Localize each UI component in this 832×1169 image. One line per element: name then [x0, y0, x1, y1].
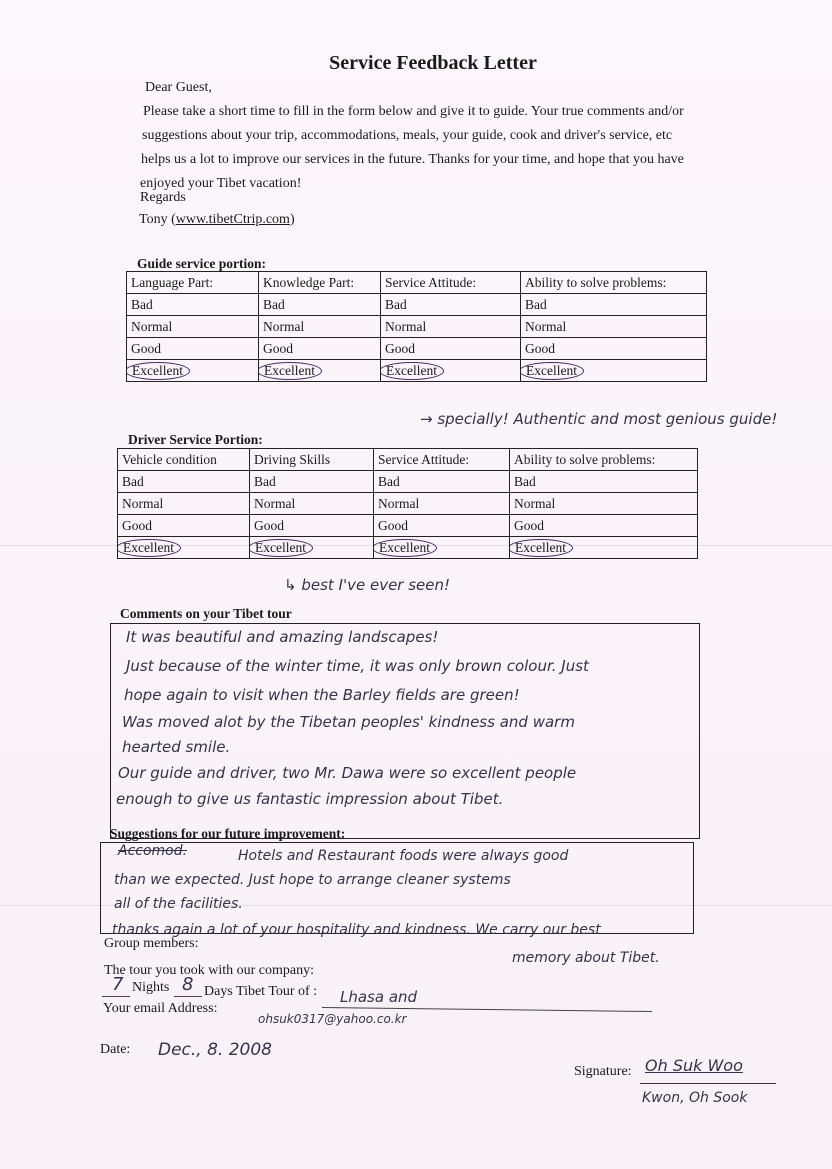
driver-rating-cell[interactable] [118, 515, 250, 537]
driver-header-cell: Driving Skills [250, 449, 374, 471]
driver-rating-cell[interactable] [510, 493, 698, 515]
guide-header-cell: Ability to solve problems: [521, 272, 707, 294]
guide-rating-cell[interactable] [127, 316, 259, 338]
guide-rating-row [127, 316, 707, 338]
suggestions-handwritten-line: all of the facilities. [114, 896, 243, 912]
guide-header-row [127, 272, 707, 294]
driver-rating-option: Normal [122, 495, 164, 511]
driver-rating-row [118, 471, 698, 493]
driver-rating-cell[interactable] [374, 493, 510, 515]
group-members-label: Group members: [104, 936, 199, 951]
driver-rating-option: Bad [514, 473, 536, 489]
driver-rating-cell[interactable] [374, 515, 510, 537]
guide-rating-cell[interactable] [521, 316, 707, 338]
guide-rating-cell[interactable] [127, 338, 259, 360]
driver-rating-option: Excellent [510, 539, 573, 557]
email-value[interactable]: ohsuk0317@yahoo.co.kr [258, 1012, 407, 1026]
driver-rating-option: Bad [254, 473, 276, 489]
page-title: Service Feedback Letter [329, 52, 537, 74]
driver-rating-cell[interactable] [250, 493, 374, 515]
signature-value[interactable]: Oh Suk Woo [645, 1056, 743, 1075]
suggestions-struck-word: Accomod. [118, 843, 188, 859]
guide-rating-option: Good [525, 340, 555, 356]
guide-rating-option: Excellent [381, 362, 444, 380]
driver-rating-option: Good [254, 517, 284, 533]
guide-rating-option: Normal [525, 318, 567, 334]
comments-handwritten-line: Just because of the winter time, it was only brown colour. Just [126, 657, 589, 675]
signature-label: Signature: [574, 1064, 632, 1079]
driver-header-row [118, 449, 698, 471]
sender-name: Tony ( [139, 212, 176, 227]
driver-rating-cell[interactable] [250, 537, 374, 559]
driver-rating-cell[interactable] [118, 471, 250, 493]
greeting: Dear Guest, [145, 80, 212, 95]
guide-rating-option: Bad [131, 296, 153, 312]
guide-rating-cell[interactable] [259, 294, 381, 316]
guide-rating-cell[interactable] [381, 360, 521, 382]
driver-rating-cell[interactable] [510, 471, 698, 493]
signature-underline [640, 1083, 776, 1084]
nights-underline [102, 996, 130, 997]
comments-handwritten-line: enough to give us fantastic impression about Tibet. [116, 790, 504, 808]
comments-handwritten-line: hearted smile. [122, 738, 231, 756]
sender-close: ) [289, 212, 295, 227]
driver-service-table [117, 448, 698, 559]
driver-header-cell: Vehicle condition [118, 449, 250, 471]
driver-rating-row [118, 537, 698, 559]
comments-handwritten-line: Was moved alot by the Tibetan peoples' kindness and warm [122, 713, 575, 731]
driver-handwritten-note: ↳ best I've ever seen! [284, 576, 451, 594]
guide-rating-option: Good [385, 340, 415, 356]
driver-rating-option: Normal [514, 495, 556, 511]
guide-rating-cell[interactable] [259, 316, 381, 338]
driver-rating-option: Good [378, 517, 408, 533]
driver-rating-option: Bad [122, 473, 144, 489]
guide-rating-cell[interactable] [127, 294, 259, 316]
guide-header-cell: Language Part: [127, 272, 259, 294]
comments-section-title: Comments on your Tibet tour [120, 606, 292, 621]
driver-rating-option: Excellent [374, 539, 437, 557]
signature-printed-name: Kwon, Oh Sook [642, 1090, 748, 1106]
driver-rating-cell[interactable] [510, 515, 698, 537]
driver-header-cell: Service Attitude: [374, 449, 510, 471]
comments-handwritten-line: Our guide and driver, two Mr. Dawa were so excellent people [118, 764, 577, 782]
guide-header-cell: Service Attitude: [381, 272, 521, 294]
sender-link[interactable]: www.tibetCtrip.com [175, 212, 290, 227]
driver-rating-row [118, 515, 698, 537]
driver-rating-cell[interactable] [118, 537, 250, 559]
guide-rating-row [127, 294, 707, 316]
suggestions-section-title: Suggestions for our future improvement: [110, 826, 346, 841]
tour-label: The tour you took with our company: [104, 963, 314, 978]
guide-rating-cell[interactable] [381, 294, 521, 316]
intro-line-1: Please take a short time to fill in the form below and give it to guide. Your true comments and/or [143, 104, 684, 119]
suggestions-handwritten-line: than we expected. Just hope to arrange cleaner systems [114, 872, 511, 888]
guide-rating-cell[interactable] [259, 360, 381, 382]
driver-rating-cell[interactable] [250, 515, 374, 537]
days-label: Days Tibet Tour of : [204, 984, 318, 999]
driver-rating-option: Good [122, 517, 152, 533]
guide-rating-cell[interactable] [521, 360, 707, 382]
driver-rating-option: Excellent [250, 539, 313, 557]
driver-rating-row [118, 493, 698, 515]
guide-header-cell: Knowledge Part: [259, 272, 381, 294]
comments-handwritten-line: hope again to visit when the Barley fields are green! [124, 686, 520, 704]
guide-rating-cell[interactable] [127, 360, 259, 382]
date-label: Date: [100, 1042, 131, 1057]
guide-rating-option: Normal [263, 318, 305, 334]
driver-section-title: Driver Service Portion: [128, 432, 263, 447]
guide-rating-option: Normal [385, 318, 427, 334]
suggestions-handwritten-line: Hotels and Restaurant foods were always good [238, 848, 569, 864]
guide-rating-option: Excellent [127, 362, 190, 380]
driver-rating-option: Normal [378, 495, 420, 511]
guide-rating-cell[interactable] [259, 338, 381, 360]
guide-rating-option: Excellent [259, 362, 322, 380]
driver-rating-option: Normal [254, 495, 296, 511]
guide-service-table [126, 271, 707, 382]
guide-rating-option: Good [131, 340, 161, 356]
regards: Regards [140, 190, 186, 205]
driver-rating-cell[interactable] [118, 493, 250, 515]
guide-rating-cell[interactable] [381, 338, 521, 360]
sender-line [139, 208, 295, 232]
guide-rating-option: Bad [385, 296, 407, 312]
driver-rating-cell[interactable] [510, 537, 698, 559]
guide-rating-cell[interactable] [521, 338, 707, 360]
driver-rating-option: Excellent [118, 539, 181, 557]
driver-rating-cell[interactable] [374, 537, 510, 559]
guide-rating-option: Normal [131, 318, 173, 334]
driver-rating-cell[interactable] [374, 471, 510, 493]
intro-line-2: suggestions about your trip, accommodations, meals, your guide, cook and driver's service, etc [142, 128, 673, 143]
guide-rating-option: Good [263, 340, 293, 356]
driver-rating-cell[interactable] [250, 471, 374, 493]
guide-rating-cell[interactable] [521, 294, 707, 316]
suggestions-handwritten-line: thanks again a lot of your hospitality and kindness. We carry our best [112, 922, 601, 938]
guide-handwritten-note: → specially! Authentic and most genious guide! [420, 410, 778, 428]
tour-value[interactable]: Lhasa and [340, 988, 418, 1006]
days-underline [174, 996, 202, 997]
guide-rating-option: Bad [525, 296, 547, 312]
driver-header-cell: Ability to solve problems: [510, 449, 698, 471]
email-label: Your email Address: [103, 1001, 218, 1016]
date-value[interactable]: Dec., 8. 2008 [158, 1040, 272, 1060]
guide-section-title: Guide service portion: [137, 256, 266, 271]
driver-rating-option: Good [514, 517, 544, 533]
guide-rating-option: Excellent [521, 362, 584, 380]
days-value[interactable]: 8 [182, 974, 194, 995]
comments-handwritten-line: It was beautiful and amazing landscapes! [126, 628, 439, 646]
intro-line-4: enjoyed your Tibet vacation! [140, 176, 302, 191]
intro-line-3: helps us a lot to improve our services in the future. Thanks for your time, and hope that you have [141, 152, 684, 167]
nights-value[interactable]: 7 [112, 974, 124, 995]
guide-rating-row [127, 338, 707, 360]
guide-rating-option: Bad [263, 296, 285, 312]
nights-label: Nights [132, 980, 170, 995]
guide-rating-row [127, 360, 707, 382]
guide-rating-cell[interactable] [381, 316, 521, 338]
driver-rating-option: Bad [378, 473, 400, 489]
suggestions-handwritten-line: memory about Tibet. [512, 950, 660, 966]
